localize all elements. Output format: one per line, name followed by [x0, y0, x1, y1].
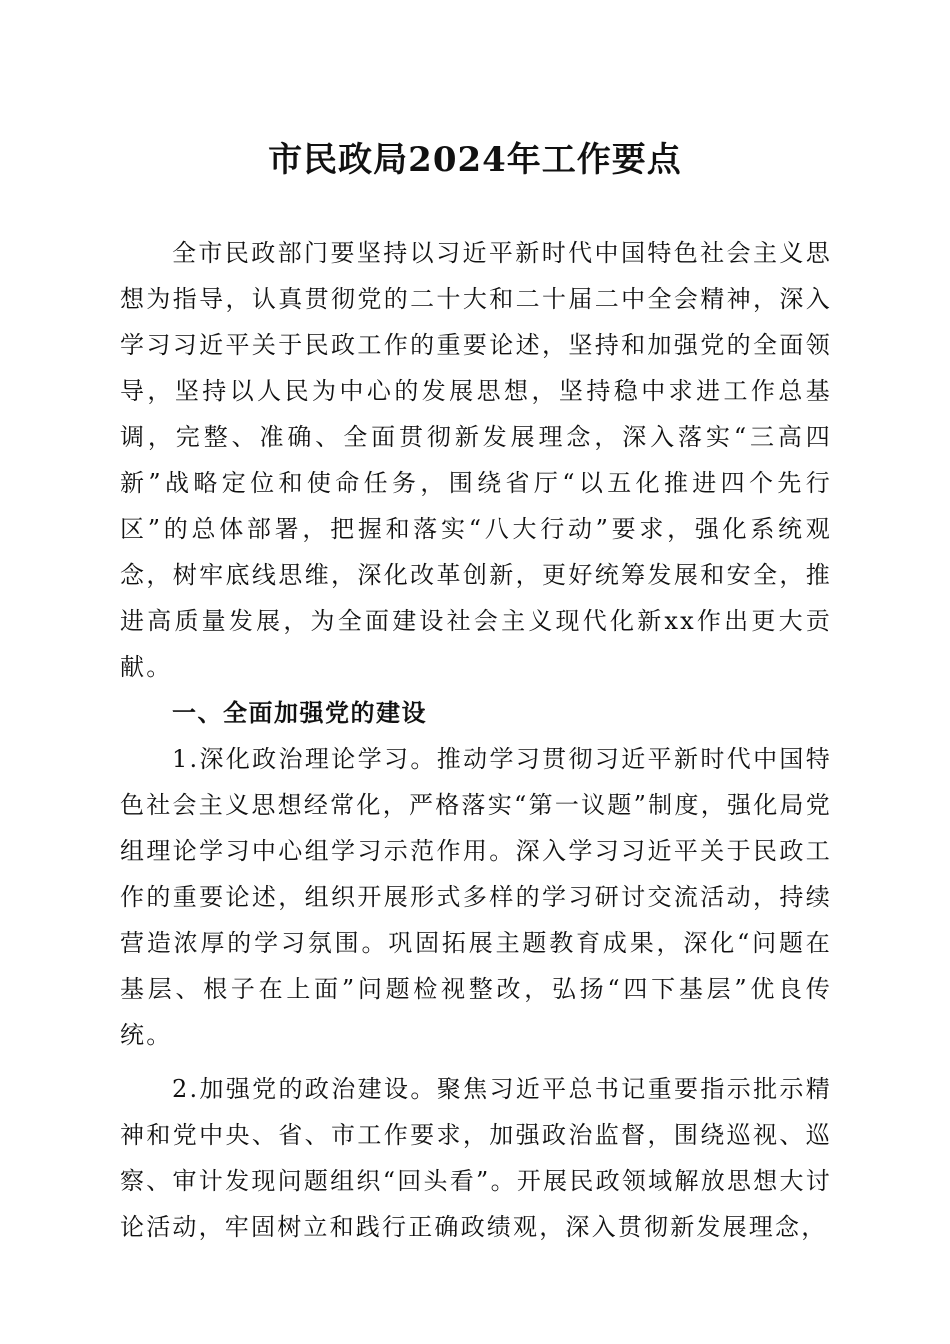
section-heading-party-building: 一、全面加强党的建设: [172, 699, 427, 727]
paragraph-spacer: [120, 1058, 832, 1066]
item-political-construction: 2.加强党的政治建设。聚焦习近平总书记重要指示批示精神和党中央、省、市工作要求，加强政治监督，围绕巡视、巡察、审计发现问题组织“回头看”。开展民政领域解放思想大讨论活动，牢固树立和践行正确政绩观，深入贯彻新发展理念，: [120, 1075, 832, 1241]
document-body: [120, 230, 832, 1250]
intro-paragraph: 全市民政部门要坚持以习近平新时代中国特色社会主义思想为指导，认真贯彻党的二十大和二十届二中全会精神，深入学习习近平关于民政工作的重要论述，坚持和加强党的全面领导，坚持以人民为中心的发展思想，坚持稳中求进工作总基调，完整、准确、全面贯彻新发展理念，深入落实“三高四新”战略定位和使命任务，围绕省厅“以五化推进四个先行区”的总体部署，把握和落实“八大行动”要求，强化系统观念，树牢底线思维，深化改革创新，更好统筹发展和安全，推进高质量发展，为全面建设社会主义现代化新xx作出更大贡献。: [120, 239, 832, 681]
item-political-theory-study: 1.深化政治理论学习。推动学习贯彻习近平新时代中国特色社会主义思想经常化，严格落实“第一议题”制度，强化局党组理论学习中心组学习示范作用。深入学习习近平关于民政工作的重要论述，组织开展形式多样的学习研讨交流活动，持续营造浓厚的学习氛围。巩固拓展主题教育成果，深化“问题在基层、根子在上面”问题检视整改，弘扬“四下基层”优良传统。: [120, 745, 832, 1049]
document-title: 市民政局2024年工作要点: [268, 140, 682, 180]
